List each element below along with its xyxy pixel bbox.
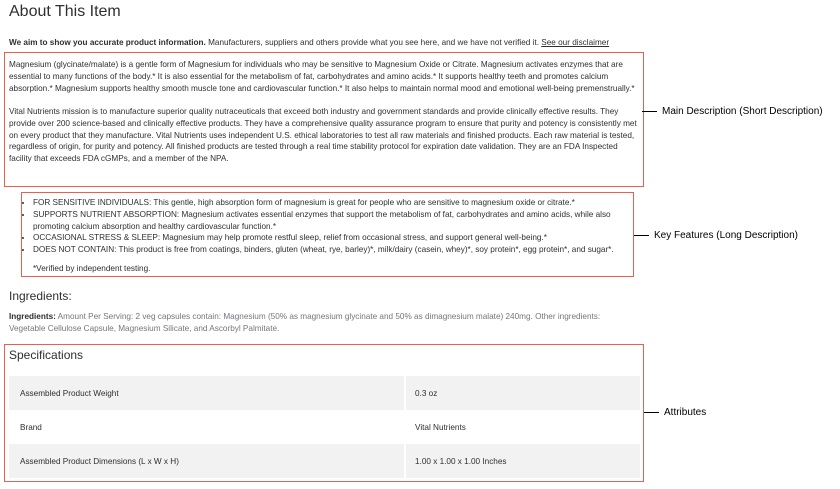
- disclaimer-strong: We aim to show you accurate product information.: [9, 38, 206, 47]
- ingredients-heading: Ingredients:: [9, 289, 72, 303]
- disclaimer-link[interactable]: See our disclaimer: [541, 38, 610, 47]
- key-feature-item: • FOR SENSITIVE INDIVIDUALS: This gentle, high absorption form of magnesium is great for people who are sensitive to magnesium oxide or citrate.*: [33, 197, 631, 209]
- annotation-leader-line: [634, 235, 649, 236]
- page-title: About This Item: [9, 3, 121, 20]
- specifications-table: [9, 376, 640, 478]
- spec-value: Vital Nutrients: [415, 422, 466, 432]
- ingredients-label: Ingredients:: [9, 312, 56, 321]
- main-description: [9, 59, 639, 165]
- annotation-attributes: [644, 407, 706, 418]
- spec-value: 0.3 oz: [405, 376, 640, 410]
- spec-value: 1.00 x 1.00 x 1.00 Inches: [405, 444, 640, 478]
- ingredients-body: Amount Per Serving: 2 veg capsules contain: Magnesium (50% as magnesium glycinate and 50% as dimagnesium malate) 240mg. Other ingredients: Vegetable Cellulose Capsule, Magnesium Silicate, and Ascorbyl Palmitate.: [9, 312, 601, 333]
- annotation-label: Attributes: [664, 407, 707, 418]
- spec-name: Assembled Product Weight: [9, 376, 405, 410]
- annotation-main-description: [642, 106, 823, 117]
- disclaimer: [9, 37, 609, 48]
- annotation-leader-line: [642, 111, 657, 112]
- key-features-footnote: *Verified by independent testing.: [33, 264, 151, 273]
- key-feature-item: • SUPPORTS NUTRIENT ABSORPTION: Magnesium activates essential enzymes that support the metabolism of fat, carbohydrates and amino acids, while also promoting calcium absorption and healthy cardiovascular function.*: [33, 209, 631, 233]
- ingredients-text: [9, 311, 629, 335]
- table-row: [9, 376, 640, 410]
- main-description-paragraph: Magnesium (glycinate/malate) is a gentle form of Magnesium for individuals who may be sensitive to Magnesium Oxide or Citrate. Magnesium activates enzymes that are essential to many functions of the body.* It is also essential for the metabolism of fat, carbohydrates and amino acids.* It supports healthy teeth and promotes calcium absorption.* Magnesium supports healthy smooth muscle tone and cardiovascular function.* It also helps to maintain normal mood and emotional well-being premenstrually.*: [9, 60, 635, 93]
- annotation-key-features: [634, 230, 798, 241]
- spec-name: Brand: [9, 410, 405, 444]
- annotation-label: Key Features (Long Description): [654, 230, 798, 241]
- key-feature-item: • OCCASIONAL STRESS & SLEEP: Magnesium may help promote restful sleep, relief from occasional stress, and support general well-being.*: [33, 232, 631, 244]
- key-features-list: [9, 197, 631, 256]
- annotation-leader-line: [644, 412, 659, 413]
- table-row: [9, 410, 640, 444]
- key-feature-item: • DOES NOT CONTAIN: This product is free from coatings, binders, gluten (wheat, rye, barley)*, milk/dairy (casein, whey)*, soy protein*, egg protein*, and sugar*.: [33, 244, 631, 256]
- table-row: [9, 444, 640, 478]
- main-description-paragraph: Vital Nutrients mission is to manufacture superior quality nutraceuticals that exceed both industry and government standards and provide clinically effective results. They provide over 200 science-based and clinically effective products. They have a comprehensive quality assurance program to ensure that purity and potency is consistently met on every product that they manufacture. Vital Nutrients uses independent U.S. ethical laboratories to test all raw materials and finished products. Each raw material is tested, regardless of origin, for purity and potency. All finished products are tested through a real time stability protocol for expiration date validation. They are an FDA Inspected facility that exceeds FDA cGMPs, and a member of the NPA.: [9, 106, 637, 164]
- annotation-label: Main Description (Short Description): [662, 106, 823, 117]
- disclaimer-text: Manufacturers, suppliers and others provide what you see here, and we have not verified it.: [205, 38, 542, 47]
- specifications-heading: Specifications: [9, 348, 84, 362]
- spec-name: Assembled Product Dimensions (L x W x H): [9, 444, 405, 478]
